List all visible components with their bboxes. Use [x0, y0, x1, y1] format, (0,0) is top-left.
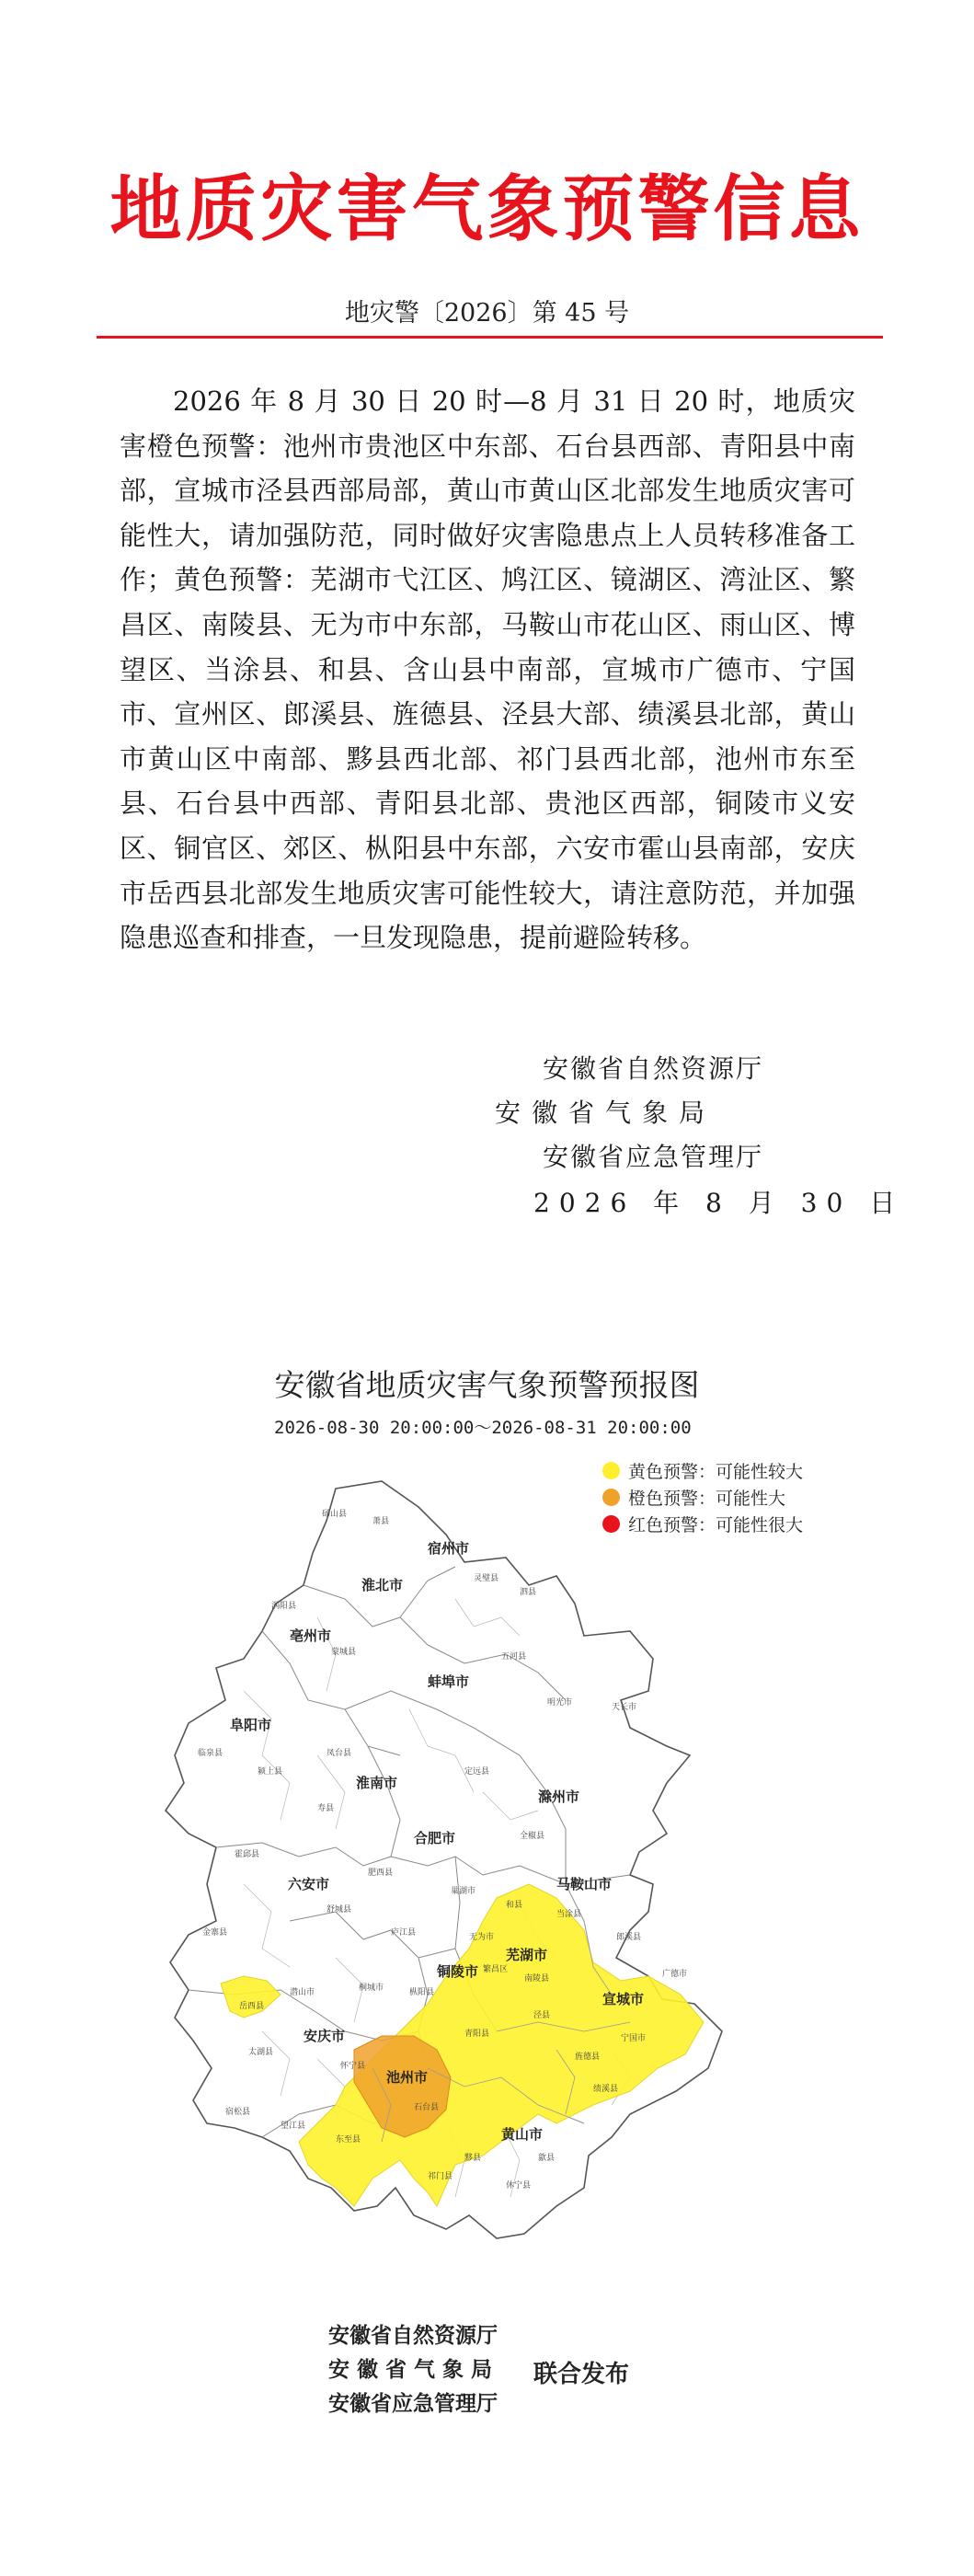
- county-label: 东至县: [336, 2135, 361, 2145]
- county-label: 巢湖市: [451, 1887, 476, 1896]
- map-title: 安徽省地质灾害气象预警预报图: [274, 1367, 700, 1403]
- county-label: 广德市: [662, 1970, 688, 1979]
- city-label-huainan: 淮南市: [356, 1775, 398, 1791]
- city-label-tongling: 铜陵市: [437, 1963, 479, 1980]
- footer-agencies: [328, 2318, 499, 2421]
- city-label-huangshan: 黄山市: [501, 2126, 544, 2143]
- document-number: 地灾警〔2026〕第 45 号: [344, 299, 630, 328]
- city-label-suzhou: 宿州市: [428, 1540, 470, 1557]
- county-label: 明光市: [547, 1698, 573, 1708]
- county-label: 枞阳县: [409, 1988, 435, 1997]
- county-label: 天长市: [612, 1703, 637, 1712]
- county-label: 临泉县: [198, 1749, 223, 1758]
- county-label: 舒城县: [327, 1905, 352, 1915]
- county-label: 当涂县: [556, 1910, 582, 1919]
- county-label: 涡阳县: [271, 1602, 297, 1611]
- city-label-xuancheng: 宣城市: [602, 1991, 645, 2007]
- county-label: 肥西县: [368, 1869, 394, 1878]
- signature-natural-resources: 安徽省自然资源厅: [543, 1053, 764, 1084]
- county-label: 泾县: [533, 2011, 551, 2020]
- county-label: 青阳县: [464, 2030, 490, 2039]
- footer-agency-emergency: 安徽省应急管理厅: [328, 2392, 498, 2416]
- signature-date: 2026 年 8 月 30 日: [533, 1188, 905, 1218]
- signature-emergency: 安徽省应急管理厅: [543, 1142, 764, 1172]
- legend-label: 黄色预警：可能性较大: [628, 1462, 804, 1482]
- county-label: 黟县: [464, 2154, 482, 2163]
- county-label: 歙县: [538, 2154, 556, 2163]
- county-label: 休宁县: [506, 2181, 532, 2191]
- county-label: 太湖县: [248, 2048, 274, 2057]
- city-label-maanshan: 马鞍山市: [556, 1876, 613, 1892]
- warning-paragraph: 2026 年 8 月 30 日 20 时—8 月 31 日 20 时，地质灾害橙色预警：池州市贵池区中东部、石台县西部、青阳县中南部，宣城市泾县西部局部，黄山市黄山区北部发生地质灾害可能性大，请加强防范，同时做好灾害隐患点上人员转移准备工作；黄色预警：芜湖市弋江区、鸠江区、镜湖区、湾沚区、繁昌区、南陵县、无为市中东部，马鞍山市花山区、雨山区、博望区、当涂县、和县、含山县中南部，宣城市广德市、宁国市、宣州区、郎溪县、旌德县、泾县大部、绩溪县北部，黄山市黄山区中南部、黟县西北部、祁门县西北部，池州市东至县、石台县中西部、青阳县北部、贵池区西部，铜陵市义安区、铜官区、郊区、枞阳县中东部，六安市霍山县南部，安庆市岳西县北部发生地质灾害可能性较大，请注意防范，并加强隐患巡查和排查，一旦发现隐患，提前避险转移。: [120, 385, 855, 954]
- county-label: 石台县: [414, 2103, 440, 2112]
- county-label: 金寨县: [202, 1928, 228, 1938]
- county-label: 怀宁县: [340, 2062, 366, 2071]
- county-label: 寿县: [317, 1804, 335, 1813]
- county-label: 霍邱县: [235, 1850, 260, 1859]
- county-label: 凤台县: [327, 1749, 352, 1758]
- county-label: 望江县: [281, 2122, 306, 2131]
- city-label-luan: 六安市: [288, 1876, 330, 1892]
- footer-agency-meteorological: 安徽省气象局: [328, 2358, 499, 2382]
- county-label: 潜山市: [290, 1988, 315, 1997]
- page-title: 地质灾害气象预警信息: [109, 167, 865, 251]
- city-label-huaibei: 淮北市: [361, 1577, 404, 1593]
- map-period: 2026-08-30 20:00:00～2026-08-31 20:00:00: [274, 1418, 692, 1438]
- city-label-anqing: 安庆市: [304, 2028, 346, 2044]
- county-label: 南陵县: [524, 1974, 550, 1984]
- county-label: 宁国市: [621, 2034, 647, 2043]
- county-label: 桐城市: [359, 1984, 384, 1993]
- county-label: 灵璧县: [474, 1574, 499, 1583]
- county-label: 蒙城县: [331, 1648, 357, 1657]
- county-label: 定远县: [464, 1767, 490, 1777]
- county-label: 泗县: [520, 1588, 537, 1597]
- yellow-dot-icon: [602, 1462, 620, 1479]
- county-label: 绩溪县: [593, 2085, 619, 2094]
- county-label: 庐江县: [391, 1928, 417, 1938]
- city-label-wuhu: 芜湖市: [506, 1947, 548, 1963]
- red-divider: [97, 336, 883, 339]
- county-label: 和县: [506, 1901, 523, 1910]
- county-label: 全椒县: [520, 1832, 545, 1841]
- city-label-fuyang: 阜阳市: [230, 1717, 272, 1733]
- city-label-hefei: 合肥市: [414, 1830, 456, 1846]
- anhui-warning-map: [152, 1479, 832, 2280]
- county-label: 五河县: [501, 1652, 527, 1662]
- county-label: 砀山县: [322, 1510, 348, 1519]
- county-label: 宿松县: [225, 2108, 251, 2117]
- joint-release: 联合发布: [533, 2361, 630, 2388]
- city-label-bozhou: 亳州市: [290, 1627, 332, 1644]
- county-label: 颍上县: [258, 1767, 283, 1777]
- city-label-bengbu: 蚌埠市: [428, 1673, 470, 1690]
- county-label: 郎溪县: [616, 1933, 642, 1942]
- county-label: 祁门县: [428, 2172, 453, 2181]
- footer-agency-natural-resources: 安徽省自然资源厅: [328, 2324, 498, 2348]
- legend-label: 橙色预警：可能性大: [628, 1489, 786, 1509]
- city-label-chuzhou: 滁州市: [538, 1788, 580, 1805]
- city-label-chizhou: 池州市: [386, 2069, 429, 2086]
- county-label: 萧县: [372, 1517, 390, 1526]
- county-label: 繁昌区: [483, 1965, 509, 1974]
- signature-meteorological: 安徽省气象局: [495, 1098, 716, 1128]
- county-label: 无为市: [469, 1933, 495, 1942]
- county-label: 旌德县: [575, 2053, 601, 2062]
- legend-label: 红色预警：可能性很大: [628, 1515, 804, 1535]
- county-label: 岳西县: [239, 2002, 265, 2011]
